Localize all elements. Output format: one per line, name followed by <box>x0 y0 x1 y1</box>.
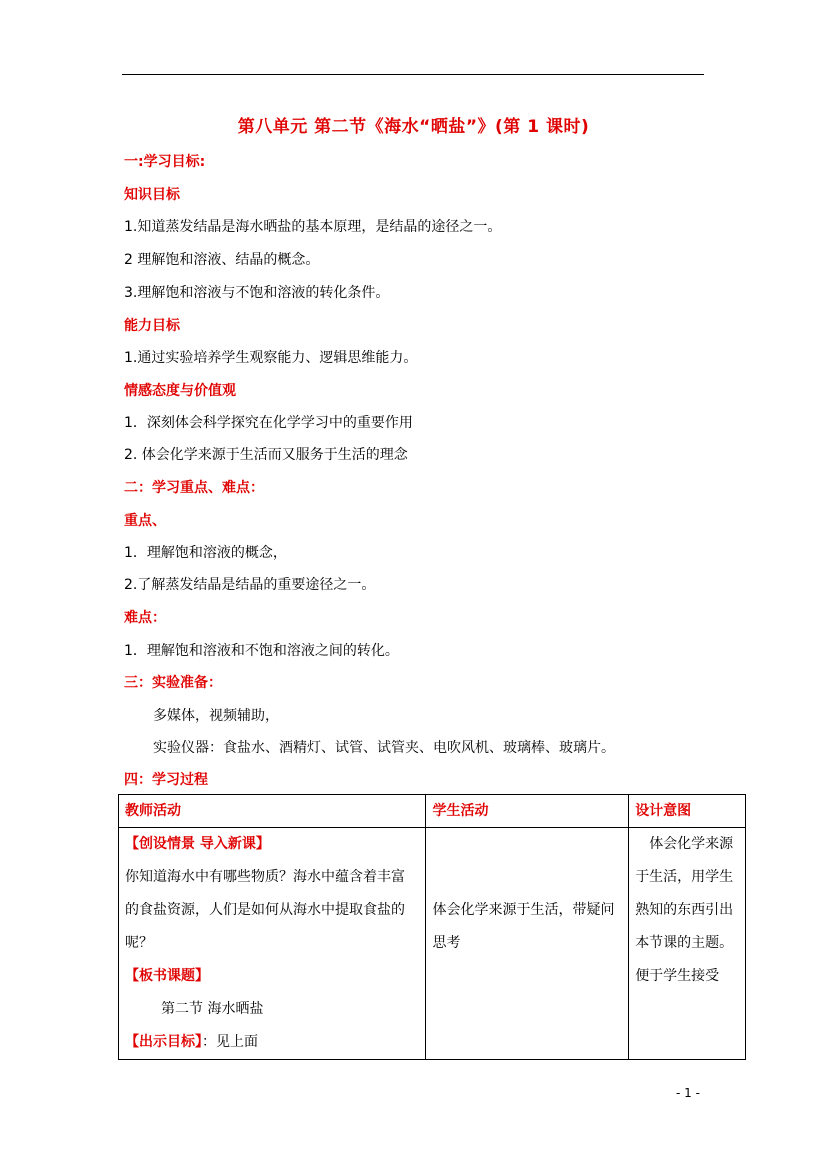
teacher-lesson-title: 第二节 海水晒盐 <box>161 1001 264 1017</box>
teacher-line: 呢？ <box>125 935 153 951</box>
intent-line: 体会化学来源 <box>649 836 734 852</box>
learning-process-table <box>118 794 746 1060</box>
teacher-line: 的食盐资源，人们是如何从海水中提取食盐的 <box>125 902 405 918</box>
intent-line: 熟知的东西引出 <box>635 902 734 918</box>
section-heading-process: 四：学习过程 <box>124 772 208 788</box>
header-design-intent: 设计意图 <box>629 795 746 828</box>
key-item-2: 2.了解蒸发结晶是结晶的重要途径之一。 <box>124 577 376 593</box>
table-row <box>119 828 746 1060</box>
emotion-item-2: 2. 体会化学来源于生活而又服务于生活的理念 <box>124 447 408 463</box>
section-heading-objectives: 一:学习目标: <box>124 154 206 170</box>
emotion-item-1: 1．深刻体会科学探究在化学学习中的重要作用 <box>124 415 413 431</box>
teacher-objectives-line: 【出示目标】：见上面 <box>125 1034 258 1050</box>
page-number: - 1 - <box>676 1086 700 1100</box>
knowledge-item-1: 1.知道蒸发结晶是海水晒盐的基本原理，是结晶的途径之一。 <box>124 219 502 235</box>
knowledge-item-3: 3.理解饱和溶液与不饱和溶液的转化条件。 <box>124 285 390 301</box>
teacher-activity-cell <box>119 828 426 1060</box>
student-line: 体会化学来源于生活，带疑问 <box>432 902 615 918</box>
teacher-heading-intro: 【创设情景 导入新课】 <box>125 836 270 852</box>
page-title: 第八单元 第二节《海水“晒盐”》(第 1 课时) <box>237 117 590 137</box>
intent-line: 于生活，用学生 <box>635 869 734 885</box>
design-intent-cell <box>629 828 746 1060</box>
subheading-key: 重点、 <box>124 513 166 529</box>
section-heading-key-points: 二：学习重点、难点： <box>124 480 264 496</box>
student-activity-cell <box>426 828 629 1060</box>
header-student-activity: 学生活动 <box>426 795 629 828</box>
ability-item-1: 1.通过实验培养学生观察能力、逻辑思维能力。 <box>124 350 418 366</box>
student-line: 思考 <box>432 935 461 951</box>
subheading-ability: 能力目标 <box>124 318 180 334</box>
header-teacher-activity: 教师活动 <box>119 795 426 828</box>
preparation-item-1: 多媒体，视频辅助， <box>153 708 279 724</box>
knowledge-item-2: 2 理解饱和溶液、结晶的概念。 <box>124 252 320 268</box>
subheading-emotion: 情感态度与价值观 <box>124 383 236 399</box>
subheading-difficulty: 难点： <box>124 610 166 626</box>
teacher-heading-board: 【板书课题】 <box>125 968 209 984</box>
preparation-item-2: 实验仪器：食盐水、酒精灯、试管、试管夹、电吹风机、玻璃棒、玻璃片。 <box>153 740 615 756</box>
header-rule <box>122 74 704 75</box>
intent-line: 本节课的主题。 <box>635 935 734 951</box>
section-heading-preparation: 三：实验准备： <box>124 675 222 691</box>
subheading-knowledge: 知识目标 <box>124 187 180 203</box>
table-header-row <box>119 795 746 828</box>
teacher-line: 你知道海水中有哪些物质？海水中蕴含着丰富 <box>125 869 405 885</box>
intent-line: 便于学生接受 <box>635 968 720 984</box>
difficulty-item-1: 1．理解饱和溶液和不饱和溶液之间的转化。 <box>124 643 399 659</box>
key-item-1: 1．理解饱和溶液的概念， <box>124 545 287 561</box>
